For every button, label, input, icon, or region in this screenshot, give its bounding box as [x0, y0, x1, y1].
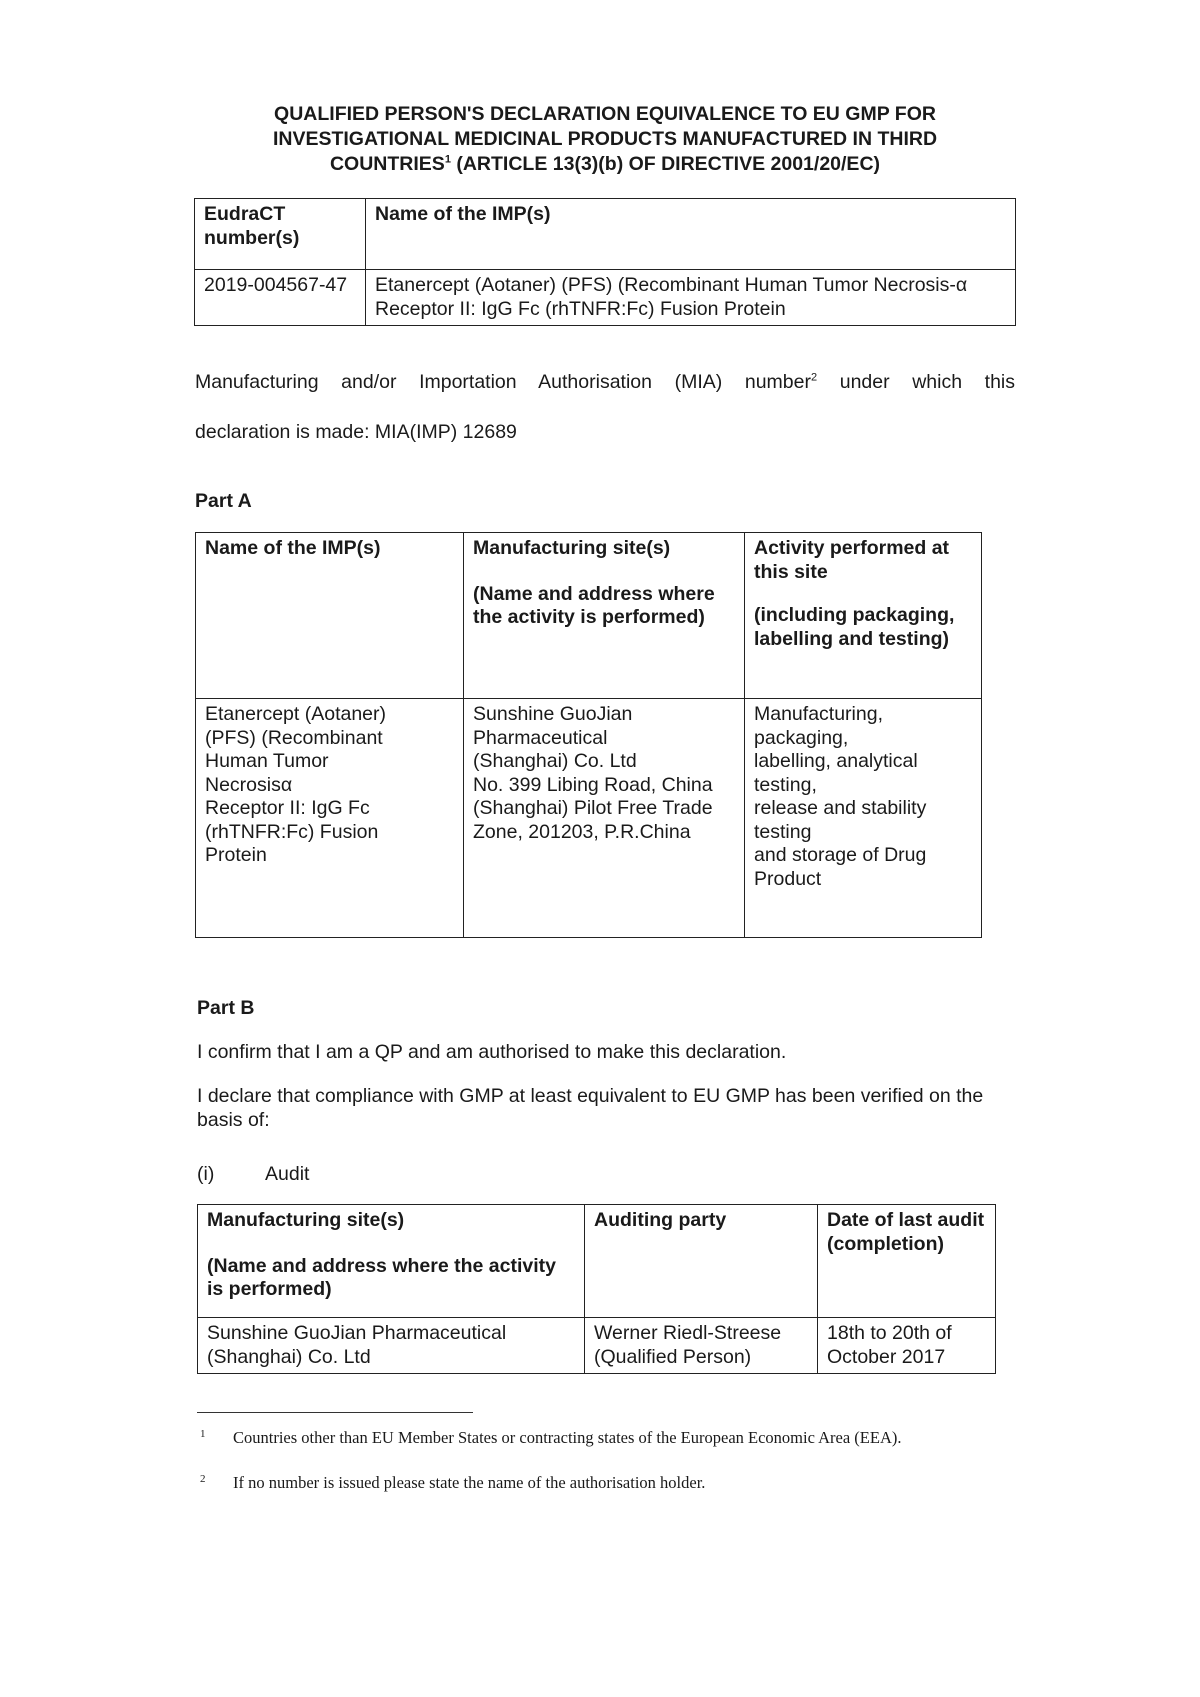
imp-name-header — [196, 533, 464, 699]
footnote-separator — [197, 1412, 473, 1413]
activity-cell: Manufacturing, packaging, labelling, analytical testing, release and stability testing and storage of Drug Product — [745, 699, 982, 938]
manufacturing-site-header — [198, 1205, 585, 1318]
mia-text: Manufacturing and/or Importation Authorisation (MIA) number — [195, 371, 811, 393]
auditing-party-cell: Werner Riedl-Streese (Qualified Person) — [585, 1318, 818, 1374]
title-line-3 — [190, 152, 1020, 177]
table-row — [196, 699, 982, 938]
document-title — [190, 102, 1020, 177]
table-header-row — [198, 1205, 996, 1318]
mia-statement — [195, 370, 1015, 394]
imp-name-header-text: Name of the IMP(s) — [205, 537, 381, 559]
audit-item — [197, 1162, 309, 1186]
mia-text-rest: under which this — [817, 371, 1016, 393]
table-header-row — [195, 199, 1016, 270]
table-row — [195, 270, 1016, 326]
footnote-ref-2: 2 — [810, 371, 818, 384]
table-row — [198, 1318, 996, 1374]
footnote-text: Countries other than EU Member States or contracting states of the European Economic Area (EEA). — [233, 1428, 902, 1447]
activity-subheader: (including packaging, labelling and testing) — [754, 604, 955, 650]
manufacturing-site-subheader: (Name and address where the activity is performed) — [207, 1254, 556, 1300]
part-a-heading: Part A — [195, 490, 252, 512]
manufacturing-site-header — [464, 533, 745, 699]
audit-item-number: (i) — [197, 1163, 215, 1185]
title-line-3-rest: (ARTICLE 13(3)(b) OF DIRECTIVE 2001/20/EC) — [450, 153, 881, 175]
audit-date-header: Date of last audit (completion) — [818, 1205, 996, 1318]
imp-name: Etanercept (Aotaner) (PFS) (Recombinant Human Tumor Necrosis-α Receptor II: IgG Fc (rhTNFR:Fc) Fusion Protein — [366, 270, 1016, 326]
title-line-2: INVESTIGATIONAL MEDICINAL PRODUCTS MANUFACTURED IN THIRD — [272, 128, 938, 150]
footnote-2 — [200, 1473, 705, 1493]
eudract-number: 2019-004567-47 — [195, 270, 366, 326]
manufacturing-site-cell: Sunshine GuoJian Pharmaceutical (Shanghai) Co. Ltd No. 399 Libing Road, China (Shanghai) Pilot Free Trade Zone, 201203, P.R.China — [464, 699, 745, 938]
audit-date-cell: 18th to 20th of October 2017 — [818, 1318, 996, 1374]
footnote-mark: 2 — [200, 1473, 206, 1485]
footnote-mark: 1 — [200, 1428, 206, 1440]
audited-site-cell: Sunshine GuoJian Pharmaceutical (Shanghai) Co. Ltd — [198, 1318, 585, 1374]
auditing-party-header: Auditing party — [585, 1205, 818, 1318]
audit-table — [197, 1204, 996, 1374]
footnote-1 — [200, 1428, 902, 1448]
title-line-1: QUALIFIED PERSON'S DECLARATION EQUIVALENCE TO EU GMP FOR — [274, 103, 936, 125]
audit-item-label: Audit — [265, 1163, 310, 1185]
footnote-text: If no number is issued please state the name of the authorisation holder. — [233, 1473, 706, 1492]
imp-name-cell: Etanercept (Aotaner) (PFS) (Recombinant Human Tumor Necrosisα Receptor II: IgG Fc (rhTNFR:Fc) Fusion Protein — [196, 699, 464, 938]
gmp-declaration: I declare that compliance with GMP at least equivalent to EU GMP has been verified on the basis of: — [197, 1085, 984, 1131]
manufacturing-site-subheader: (Name and address where the activity is performed) — [473, 582, 715, 628]
activity-header-text: Activity performed at this site — [754, 537, 950, 583]
part-a-table — [195, 532, 982, 938]
eudract-header: EudraCT number(s) — [195, 199, 366, 270]
activity-header — [745, 533, 982, 699]
part-b-heading: Part B — [197, 997, 255, 1019]
mia-number-line: declaration is made: MIA(IMP) 12689 — [195, 421, 517, 443]
manufacturing-site-header-text: Manufacturing site(s) — [473, 537, 671, 559]
table-header-row — [196, 533, 982, 699]
footnote-ref-1: 1 — [444, 153, 451, 166]
imp-name-header: Name of the IMP(s) — [366, 199, 1016, 270]
title-line-3-text: COUNTRIES — [329, 153, 445, 175]
eudract-table — [194, 198, 1016, 326]
qp-confirmation: I confirm that I am a QP and am authorised to make this declaration. — [197, 1041, 787, 1063]
manufacturing-site-header-text: Manufacturing site(s) — [207, 1209, 405, 1231]
